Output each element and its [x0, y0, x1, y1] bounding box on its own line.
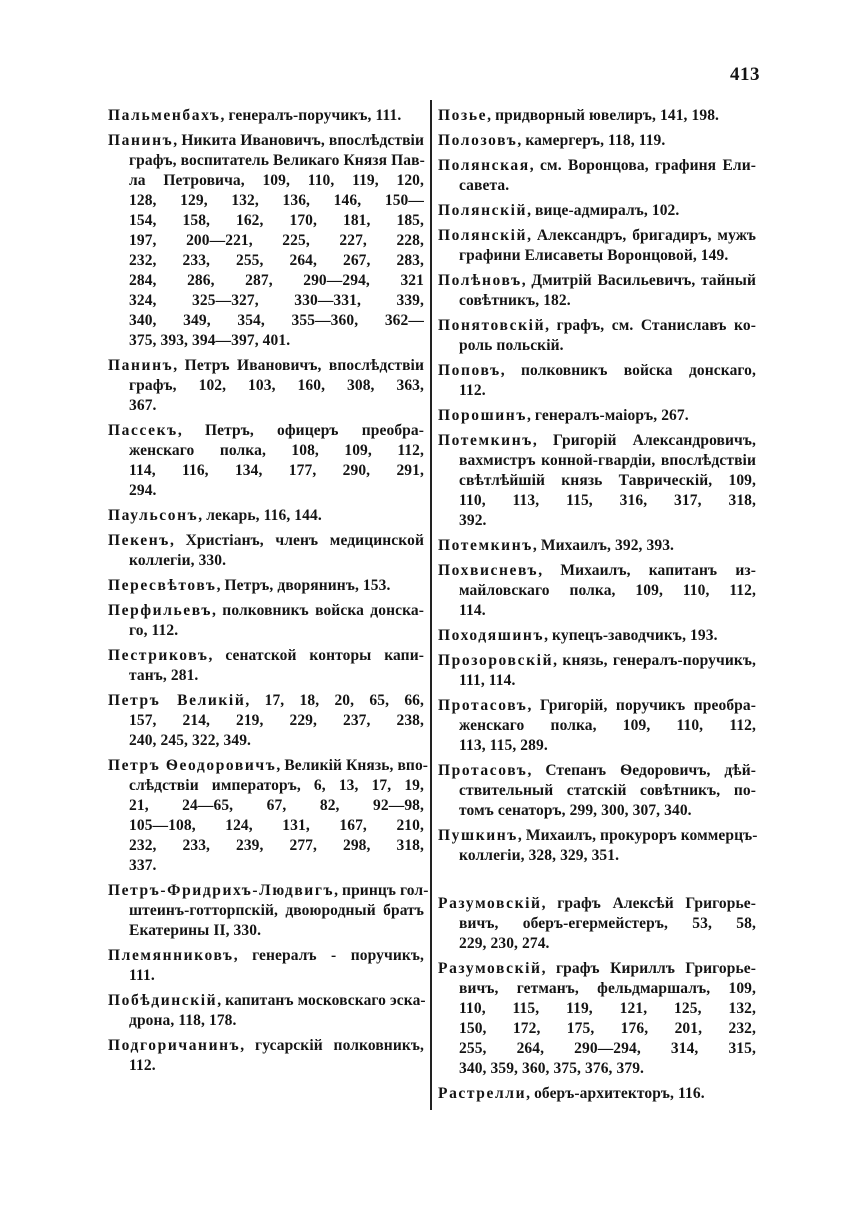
entry-line — [438, 451, 756, 471]
index-entry — [438, 626, 756, 646]
entry-text: 324, 325—327, 330—331, 339, — [129, 292, 424, 309]
entry-text: , Дмитрій Васильевичъ, тайный — [521, 272, 756, 289]
entry-line — [438, 271, 756, 291]
entry-headword: Растрелли — [438, 1085, 527, 1102]
entry-text: 110, 113, 115, 316, 317, 318, — [459, 492, 756, 509]
entry-line — [438, 316, 756, 336]
entry-line — [108, 946, 424, 966]
entry-text: , Никита Ивановичъ, впослѣдствіи — [173, 132, 424, 149]
entry-line — [108, 191, 424, 211]
index-entry — [108, 356, 424, 416]
entry-line — [108, 231, 424, 251]
entry-text: , графъ Алексѣй Григорье- — [541, 895, 756, 912]
entry-headword: Походяшинъ — [438, 627, 545, 644]
entry-text: , лекарь, 116, 144. — [198, 507, 322, 524]
entry-text: графъ, воспитатель Великаго Князя Пав- — [129, 152, 425, 169]
entry-text: , сенатской конторы капи- — [208, 647, 424, 664]
entry-headword: Протасовъ — [438, 697, 528, 714]
entry-text: Екатерины II, 330. — [129, 922, 262, 939]
index-entry — [438, 106, 756, 126]
entry-text: 294. — [129, 482, 157, 499]
entry-headword: Полѣновъ — [438, 272, 522, 289]
entry-text: 232, 233, 255, 264, 267, 283, — [129, 252, 424, 269]
entry-line — [438, 959, 756, 979]
entry-line — [438, 601, 756, 621]
entry-headword: Подгоричанинъ — [108, 1037, 241, 1054]
entry-text: , полковникъ войска донска- — [212, 602, 424, 619]
entry-text: , Степанъ Ѳедоровичъ, дѣй- — [527, 762, 756, 779]
entry-text: , Петръ Ивановичъ, впослѣдствіи — [173, 357, 424, 374]
entry-line — [108, 331, 424, 351]
entry-line — [108, 691, 424, 711]
entry-text: 340, 349, 354, 355—360, 362— — [129, 312, 424, 329]
entry-text: 114. — [459, 602, 486, 619]
entry-text: 375, 393, 394—397, 401. — [129, 332, 291, 349]
entry-headword: Пересвѣтовъ — [108, 577, 217, 594]
entry-text: майловскаго полка, 109, 110, 112, — [459, 582, 756, 599]
entry-line — [438, 511, 756, 531]
entry-headword: Петръ-Фридрихъ-Людвигъ — [108, 882, 335, 899]
entry-text: танъ, 281. — [129, 667, 199, 684]
entry-headword: Понятовскій — [438, 317, 546, 334]
entry-headword: Потемкинъ — [438, 537, 533, 554]
entry-line — [108, 776, 424, 796]
entry-line — [108, 816, 424, 836]
entry-text: , капитанъ московскаго эска- — [217, 992, 426, 1009]
entry-text: коллегіи, 328, 329, 351. — [459, 847, 620, 864]
entry-headword: Побѣдинскій — [108, 992, 218, 1009]
entry-line — [438, 201, 756, 221]
index-entry — [438, 316, 756, 356]
entry-line — [438, 761, 756, 781]
entry-text: 21, 24—65, 67, 82, 92—98, — [129, 797, 424, 814]
entry-line — [108, 836, 424, 856]
entry-text: , Михаилъ, 392, 393. — [532, 537, 675, 554]
entry-headword: Петръ Великій — [108, 692, 246, 709]
entry-line — [438, 894, 756, 914]
entry-text: , гусарскій полковникъ, — [240, 1037, 424, 1054]
entry-text: , Михаилъ, прокуроръ коммерцъ- — [517, 827, 758, 844]
entry-text: 337. — [129, 857, 157, 874]
entry-line — [108, 966, 424, 986]
entry-line — [108, 271, 424, 291]
entry-text: дрона, 118, 178. — [129, 1012, 237, 1029]
entry-text: , Великій Князь, впо- — [276, 757, 429, 774]
entry-headword: Перфильевъ — [108, 602, 213, 619]
index-entry — [438, 156, 756, 196]
index-entry — [108, 421, 424, 501]
entry-line — [438, 291, 756, 311]
entry-text: ствительный статскій совѣтникъ, по- — [459, 782, 756, 799]
entry-line — [108, 531, 424, 551]
entry-line — [438, 361, 756, 381]
index-entry — [108, 646, 424, 686]
entry-headword: Племянниковъ — [108, 947, 234, 964]
entry-line — [438, 651, 756, 671]
entry-line — [438, 826, 756, 846]
entry-line — [438, 1084, 756, 1104]
entry-line — [108, 921, 424, 941]
entry-headword: Пестриковъ — [108, 647, 209, 664]
entry-line — [108, 421, 424, 441]
entry-text: , Христіанъ, членъ медицинской — [169, 532, 424, 549]
entry-text: 255, 264, 290—294, 314, 315, — [459, 1040, 756, 1057]
entry-headword: Похвисневъ — [438, 562, 539, 579]
entry-line — [108, 131, 424, 151]
entry-text: , генералъ-поручикъ, 111. — [220, 107, 402, 124]
entry-text: го, 112. — [129, 622, 179, 639]
entry-headword: Полозовъ — [438, 132, 518, 149]
index-entry — [438, 271, 756, 311]
entry-text: вахмистръ конной-гвардіи, впослѣдствіи — [459, 452, 756, 469]
entry-text: , оберъ-архитекторъ, 116. — [526, 1085, 705, 1102]
entry-text: 154, 158, 162, 170, 181, 185, — [129, 212, 424, 229]
entry-text: , генералъ-маіоръ, 267. — [526, 407, 689, 424]
entry-text: , полковникъ войска донскаго, — [500, 362, 756, 379]
entry-headword: Потемкинъ — [438, 432, 533, 449]
index-entry — [108, 601, 424, 641]
entry-text: , графъ Кириллъ Григорье- — [541, 960, 756, 977]
entry-text: , князь, генералъ-поручикъ, — [553, 652, 756, 669]
page-number: 413 — [730, 64, 760, 85]
entry-text: 157, 214, 219, 229, 237, 238, — [129, 712, 424, 729]
entry-text: женскаго полка, 108, 109, 112, — [129, 442, 424, 459]
entry-text: 150, 172, 175, 176, 201, 232, — [459, 1020, 756, 1037]
entry-text: графъ, 102, 103, 160, 308, 363, — [129, 377, 424, 394]
entry-line — [438, 131, 756, 151]
entry-line — [438, 336, 756, 356]
entry-headword: Полянскій — [438, 202, 528, 219]
entry-line — [438, 934, 756, 954]
entry-text: , купецъ-заводчикъ, 193. — [544, 627, 718, 644]
entry-text: 110, 115, 119, 121, 125, 132, — [459, 1000, 756, 1017]
index-entry — [108, 1036, 424, 1076]
index-entry — [108, 106, 424, 126]
index-entry — [438, 361, 756, 401]
entry-line — [108, 756, 429, 776]
entry-line — [438, 246, 756, 266]
entry-text: , принцъ гол- — [334, 882, 429, 899]
entry-line — [438, 471, 756, 491]
entry-text: роль польскій. — [459, 337, 564, 354]
entry-headword: Полянскій — [438, 227, 528, 244]
entry-text: 128, 129, 132, 136, 146, 150— — [129, 192, 424, 209]
entry-text: , Петръ, офицеръ преобра- — [177, 422, 424, 439]
entry-line — [438, 156, 756, 176]
entry-line — [108, 856, 424, 876]
entry-text: 392. — [459, 512, 487, 529]
entry-line — [438, 696, 756, 716]
entry-text: савета. — [459, 177, 510, 194]
entry-line — [438, 1039, 756, 1059]
index-entry — [438, 226, 756, 266]
entry-text: свѣтлѣйшій князь Таврическій, 109, — [459, 472, 756, 489]
index-entry — [108, 691, 424, 751]
index-entry — [438, 894, 756, 954]
entry-text: томъ сенаторъ, 299, 300, 307, 340. — [459, 802, 692, 819]
entry-line — [108, 711, 424, 731]
entry-line — [438, 491, 756, 511]
entry-text: 114, 116, 134, 177, 290, 291, — [129, 462, 424, 479]
entry-text: , Михаилъ, капитанъ из- — [538, 562, 756, 579]
index-entry — [438, 406, 756, 426]
index-entry — [438, 561, 756, 621]
entry-line — [108, 251, 424, 271]
entry-text: , вице-адмиралъ, 102. — [527, 202, 680, 219]
entry-line — [108, 576, 424, 596]
entry-headword: Разумовскій — [438, 895, 542, 912]
entry-text: 111. — [129, 967, 155, 984]
entry-text: 240, 245, 322, 349. — [129, 732, 252, 749]
entry-text: , придворный ювелиръ, 141, 198. — [487, 107, 720, 124]
entry-line — [108, 291, 424, 311]
index-entry — [108, 946, 424, 986]
entry-text: 111, 114. — [459, 672, 516, 689]
entry-line — [108, 106, 424, 126]
entry-text: женскаго полка, 109, 110, 112, — [459, 717, 756, 734]
entry-line — [108, 311, 424, 331]
entry-headword: Прозоровскій — [438, 652, 554, 669]
index-entry — [438, 826, 756, 866]
entry-line — [108, 666, 424, 686]
entry-headword: Петръ Ѳеодоровичъ — [108, 757, 277, 774]
entry-text: 112. — [129, 1057, 156, 1074]
entry-text: , Григорій, поручикъ преобра- — [527, 697, 756, 714]
entry-text: , графъ, см. Станиславъ ко- — [545, 317, 756, 334]
entry-headword: Полянская — [438, 157, 530, 174]
index-column-left — [108, 106, 429, 1081]
index-entry — [108, 131, 424, 351]
index-entry — [438, 761, 756, 821]
entry-line — [438, 176, 756, 196]
entry-headword: Пекенъ — [108, 532, 170, 549]
entry-text: 113, 115, 289. — [459, 737, 548, 754]
entry-headword: Порошинъ — [438, 407, 527, 424]
entry-line — [108, 881, 429, 901]
entry-line — [438, 846, 756, 866]
index-entry — [438, 651, 756, 691]
entry-headword: Протасовъ — [438, 762, 528, 779]
entry-line — [438, 999, 756, 1019]
entry-text: , см. Воронцова, графиня Ели- — [529, 157, 756, 174]
entry-line — [108, 211, 424, 231]
entry-line — [438, 671, 756, 691]
entry-line — [438, 536, 756, 556]
entry-text: совѣтникъ, 182. — [459, 292, 571, 309]
entry-headword: Разумовскій — [438, 960, 542, 977]
entry-line — [108, 506, 424, 526]
entry-headword: Паульсонъ — [108, 507, 199, 524]
entry-text: , Александръ, бригадиръ, мужъ — [527, 227, 756, 244]
entry-line — [438, 106, 756, 126]
entry-text: , Григорій Александровичъ, — [532, 432, 756, 449]
entry-line — [438, 1059, 756, 1079]
entry-headword: Пассекъ — [108, 422, 178, 439]
index-entry — [108, 991, 424, 1031]
entry-text: 232, 233, 239, 277, 298, 318, — [129, 837, 424, 854]
index-entry — [108, 756, 429, 876]
entry-text: вичъ, гетманъ, фельдмаршалъ, 109, — [459, 980, 756, 997]
entry-line — [108, 901, 424, 921]
index-entry — [108, 881, 429, 941]
entry-text: вичъ, оберъ-егермейстеръ, 53, 58, — [459, 915, 756, 932]
index-entry — [438, 536, 756, 556]
entry-line — [108, 396, 424, 416]
entry-line — [108, 441, 424, 461]
entry-line — [108, 151, 424, 171]
entry-text: коллегіи, 330. — [129, 552, 227, 569]
entry-line — [438, 801, 756, 821]
index-entry — [108, 506, 424, 526]
entry-headword: Панинъ — [108, 357, 174, 374]
entry-line — [108, 991, 424, 1011]
entry-line — [108, 356, 424, 376]
entry-text: , 17, 18, 20, 65, 66, — [245, 692, 424, 709]
entry-line — [438, 716, 756, 736]
entry-headword: Панинъ — [108, 132, 174, 149]
index-entry — [438, 959, 756, 1079]
entry-text: ла Петровича, 109, 110, 119, 120, — [129, 172, 424, 189]
entry-headword: Пушкинъ — [438, 827, 518, 844]
entry-text: 284, 286, 287, 290—294, 321 — [129, 272, 424, 289]
index-entry — [108, 576, 424, 596]
entry-line — [438, 736, 756, 756]
entry-headword: Пальменбахъ — [108, 107, 221, 124]
entry-line — [438, 1019, 756, 1039]
entry-line — [438, 781, 756, 801]
entry-text: слѣдствіи императоръ, 6, 13, 17, 19, — [129, 777, 424, 794]
entry-text: 229, 230, 274. — [459, 935, 550, 952]
entry-line — [438, 581, 756, 601]
column-divider — [430, 100, 432, 1110]
entry-line — [108, 461, 424, 481]
entry-line — [108, 1011, 424, 1031]
entry-text: 367. — [129, 397, 157, 414]
entry-line — [108, 601, 424, 621]
entry-headword: Позье — [438, 107, 488, 124]
entry-line — [438, 914, 756, 934]
index-entry — [438, 131, 756, 151]
entry-text: 112. — [459, 382, 486, 399]
entry-line — [438, 431, 756, 451]
index-entry — [108, 531, 424, 571]
index-entry — [438, 696, 756, 756]
entry-text: , Петръ, дворянинъ, 153. — [216, 577, 391, 594]
index-entry — [438, 201, 756, 221]
entry-text: 340, 359, 360, 375, 376, 379. — [459, 1060, 645, 1077]
entry-text: , камергеръ, 118, 119. — [517, 132, 666, 149]
entry-line — [438, 381, 756, 401]
index-entry — [438, 431, 756, 531]
entry-line — [108, 731, 424, 751]
entry-line — [108, 621, 424, 641]
entry-line — [108, 171, 424, 191]
entry-line — [438, 406, 756, 426]
entry-line — [108, 376, 424, 396]
entry-line — [438, 561, 756, 581]
entry-line — [108, 1056, 424, 1076]
entry-text: 197, 200—221, 225, 227, 228, — [129, 232, 424, 249]
entry-line — [108, 551, 424, 571]
entry-text: , генералъ - поручикъ, — [233, 947, 424, 964]
entry-text: штеинъ-готторпскій, двоюродный братъ — [129, 902, 424, 919]
entry-line — [108, 1036, 424, 1056]
entry-line — [108, 481, 424, 501]
entry-line — [108, 646, 424, 666]
entry-line — [438, 979, 756, 999]
entry-line — [438, 226, 756, 246]
entry-text: 105—108, 124, 131, 167, 210, — [129, 817, 424, 834]
entry-line — [438, 626, 756, 646]
entry-line — [108, 796, 424, 816]
index-column-right — [438, 106, 756, 1109]
entry-text: графини Елисаветы Воронцовой, 149. — [459, 247, 729, 264]
entry-headword: Поповъ — [438, 362, 501, 379]
index-entry — [438, 1084, 756, 1104]
